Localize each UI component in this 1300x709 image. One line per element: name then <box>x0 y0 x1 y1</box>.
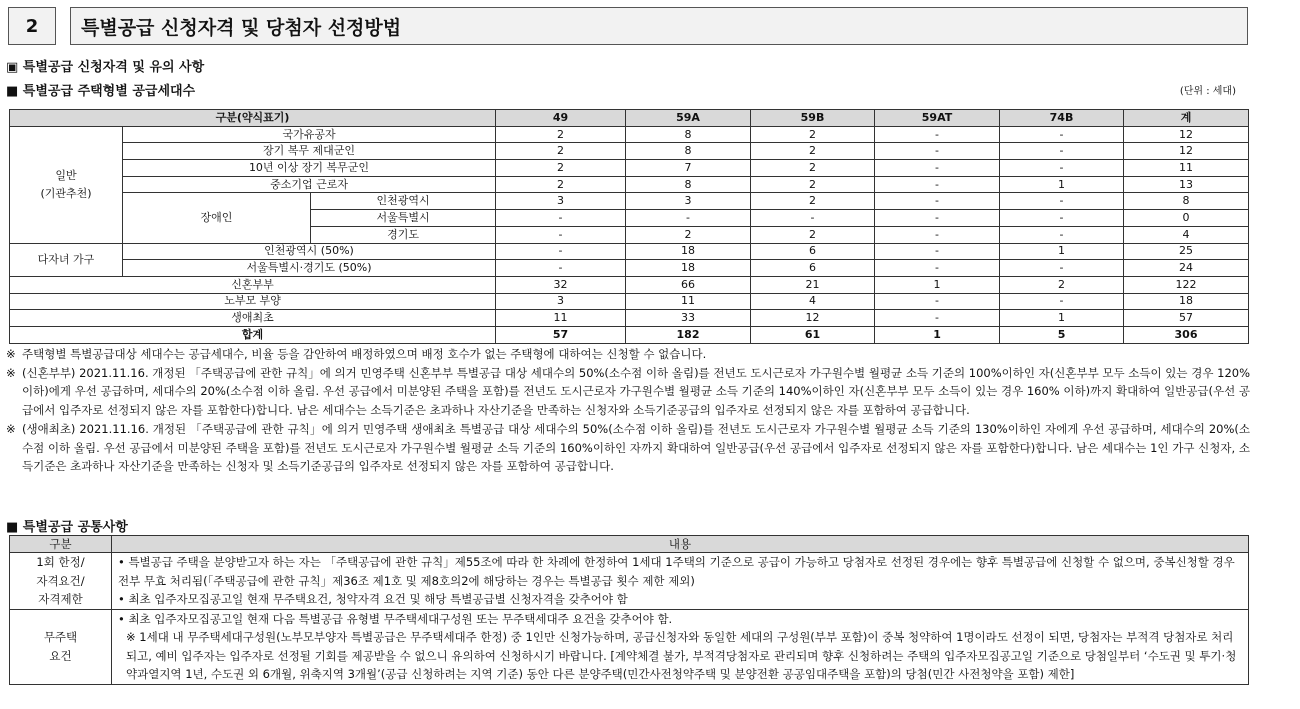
table-row <box>10 160 1249 177</box>
cell-value: 24 <box>1124 260 1249 277</box>
row-label: 신혼부부 <box>10 276 496 293</box>
cell-value: - <box>875 243 1000 260</box>
content-line: • 최초 입주자모집공고일 현재 다음 특별공급 유형별 무주택세대구성원 또는 무주택세대주 요건을 갖추어야 함. <box>118 611 673 626</box>
section-number: 2 <box>8 7 56 45</box>
cell-value: 11 <box>1124 160 1249 177</box>
cell-value: - <box>875 293 1000 310</box>
group-general-cell: 일반 (기관추천) <box>10 126 123 243</box>
table-row <box>10 126 1249 143</box>
group-disabled-cell: 장애인 <box>123 193 311 243</box>
cell-value: 11 <box>626 293 751 310</box>
row-label-text: 1회 한정/ 자격요건/ 자격제한 <box>36 555 85 606</box>
cell-value: 4 <box>1124 226 1249 243</box>
note-mark: ※ <box>6 365 16 380</box>
cell-value: 1 <box>875 326 1000 343</box>
cell-value: 8 <box>1124 193 1249 210</box>
cell-value: - <box>875 160 1000 177</box>
row-label: 서울특별시 <box>311 210 496 227</box>
row-label: 국가유공자 <box>123 126 496 143</box>
row-label-text: 무주택 요건 <box>43 630 78 663</box>
table-row <box>10 243 1249 260</box>
row-label: 인천광역시 (50%) <box>123 243 496 260</box>
cell-value: - <box>496 226 626 243</box>
heading-eligibility: ▣ 특별공급 신청자격 및 유의 사항 <box>6 60 205 75</box>
cell-value: - <box>496 243 626 260</box>
cell-value: 11 <box>496 310 626 327</box>
note-item <box>6 420 1250 476</box>
row-label: 노부모 부양 <box>10 293 496 310</box>
cell-value: 8 <box>626 126 751 143</box>
table-header-row <box>10 536 1249 553</box>
cell-value: 2 <box>751 126 875 143</box>
note-text: 주택형별 특별공급대상 세대수는 공급세대수, 비율 등을 감안하여 배정하였으며 배정 호수가 없는 주택형에 대하여는 신청할 수 없습니다. <box>22 347 707 361</box>
cell-value: - <box>875 143 1000 160</box>
row-label <box>10 609 112 684</box>
cell-value: - <box>875 193 1000 210</box>
cell-value: 1 <box>1000 310 1124 327</box>
row-label: 합계 <box>10 326 496 343</box>
section-header <box>8 7 1248 45</box>
col-header-category: 구분 <box>10 536 112 553</box>
cell-value: 2 <box>496 160 626 177</box>
col-header-74b: 74B <box>1000 110 1124 127</box>
col-header-59b: 59B <box>751 110 875 127</box>
row-label: 10년 이상 장기 복무군인 <box>123 160 496 177</box>
row-content <box>112 553 1249 610</box>
row-label: 장기 복무 제대군인 <box>123 143 496 160</box>
cell-value: 8 <box>626 176 751 193</box>
cell-value: - <box>875 226 1000 243</box>
note-item <box>6 364 1250 420</box>
cell-value: 3 <box>626 193 751 210</box>
cell-value: 1 <box>1000 243 1124 260</box>
cell-value: 61 <box>751 326 875 343</box>
cell-value: - <box>1000 193 1124 210</box>
row-label: 인천광역시 <box>311 193 496 210</box>
cell-value: - <box>751 210 875 227</box>
cell-value: 3 <box>496 193 626 210</box>
table-row <box>10 143 1249 160</box>
row-label <box>10 553 112 610</box>
cell-value: - <box>875 210 1000 227</box>
cell-value: 33 <box>626 310 751 327</box>
cell-value: 2 <box>1000 276 1124 293</box>
cell-value: - <box>875 260 1000 277</box>
cell-value: 182 <box>626 326 751 343</box>
cell-value: 57 <box>496 326 626 343</box>
cell-value: 12 <box>1124 143 1249 160</box>
row-content <box>112 609 1249 684</box>
heading-supply-count: ■ 특별공급 주택형별 공급세대수 <box>6 84 196 99</box>
note-text: (신혼부부) 2021.11.16. 개정된 「주택공급에 관한 규칙」에 의거 민영주택 신혼부부 특별공급 대상 세대수의 50%(소수점 이하 올림)를 전년도 도시근로자 가구원수별 월평균 소득 기준의 100%이하인 자(신혼부부 모두 소득이 있는 경우 120% 이하)에게 우선 공급하며, 세대수의 20%(소수점 이하 올림. 우선 공급에서 미분양된 주택을 포함)를 전년도 도시근로자 가구원수별 월평균 소득 기준의 140%이하인 자(신혼부부 모두 소득이 있는 경우 160% 이하)까지 확대하여 일반공급(우선 공급에서 입주자로 선정되지 않은 자를 포함한다)합니다. 남은 세대수는 소득기준은 초과하나 자산기준을 만족하는 신청자와 소득기준공급의 입주자로 선정되지 않은 자를 포함하여 공급합니다. <box>22 365 1250 418</box>
cell-value: 18 <box>626 243 751 260</box>
cell-value: - <box>1000 210 1124 227</box>
note-mark: ※ <box>6 421 16 436</box>
note-text: (생애최초) 2021.11.16. 개정된 「주택공급에 관한 규칙」에 의거 민영주택 생애최초 특별공급 대상 세대수의 50%(소수점 이하 올림)를 전년도 도시근로자 가구원수별 월평균 소득 기준의 130%이하인 자에게 우선 공급하며, 세대수의 20%(소수점 이하 올림. 우선 공급에서 미분양된 주택을 포함)를 전년도 도시근로자 가구원수별 월평균 소득 기준의 160%이하인 자까지 확대하여 일반공급(우선 공급에서 입주자로 선정되지 않은 자를 포함한다)합니다. 남은 세대수는 1인 가구 신청자, 소득기준은 초과하나 자산기준을 만족하는 신청자 및 소득기준공급의 입주자로 선정되지 않은 자를 포함하여 공급합니다. <box>22 421 1250 474</box>
cell-value: 2 <box>751 226 875 243</box>
cell-value: 306 <box>1124 326 1249 343</box>
cell-value: 18 <box>1124 293 1249 310</box>
cell-value: 5 <box>1000 326 1124 343</box>
cell-value: 12 <box>1124 126 1249 143</box>
cell-value: 2 <box>751 160 875 177</box>
heading-common: ■ 특별공급 공통사항 <box>6 520 128 535</box>
table-row <box>10 553 1249 610</box>
cell-value: - <box>1000 126 1124 143</box>
group-multichild-cell: 다자녀 가구 <box>10 243 123 276</box>
col-header-total: 계 <box>1124 110 1249 127</box>
notes <box>6 345 1250 476</box>
unit-label: (단위 : 세대) <box>1179 86 1236 97</box>
cell-value: 2 <box>496 126 626 143</box>
cell-value: 32 <box>496 276 626 293</box>
cell-value: 2 <box>751 193 875 210</box>
col-header-59a: 59A <box>626 110 751 127</box>
content-line: • 특별공급 주택을 분양받고자 하는 자는 「주택공급에 관한 규칙」제55조에 따라 한 차례에 한정하여 1세대 1주택의 기준으로 공급이 가능하고 당첨자로 선정된 경우에는 향후 특별공급에 신청할 수 없으며, 중복신청할 경우 전부 무효 처리됨(「주택공급에 관한 규칙」제36조 제1호 및 제8호의2에 해당하는 경우는 특별공급 횟수 제한 제외) <box>118 555 1235 588</box>
supply-table <box>9 109 1249 344</box>
cell-value: 21 <box>751 276 875 293</box>
cell-value: - <box>1000 160 1124 177</box>
row-label: 중소기업 근로자 <box>123 176 496 193</box>
common-table <box>9 535 1249 685</box>
cell-value: - <box>1000 260 1124 277</box>
col-header-59at: 59AT <box>875 110 1000 127</box>
table-header-row <box>10 110 1249 127</box>
cell-value: - <box>875 310 1000 327</box>
cell-value: 4 <box>751 293 875 310</box>
content-line: ※ 1세대 내 무주택세대구성원(노부모부양자 특별공급은 무주택세대주 한정) 중 1인만 신청가능하며, 공급신청자와 동일한 세대의 구성원(부부 포함)이 중복 청약하여 1명이라도 선정이 되면, 당첨자는 부적격 당첨자로 처리되고, 예비 입주자는 입주자로 선정될 기회를 제공받을 수 없으니 유의하여 신청하시기 바랍니다. [계약체결 불가, 부적격당첨자로 관리되며 향후 신청하려는 주택의 입주자모집공고일 기준으로 당첨일부터 ‘수도권 및 투기·청약과열지역 1년, 수도권 외 6개월, 위축지역 3개월’(공급 신청하려는 지역 기준) 동안 다른 분양주택(민간사전청약주택 및 분양전환 공공임대주택을 포함)의 당첨(민간 사전청약을 포함) 제한] <box>126 630 1237 681</box>
row-label: 경기도 <box>311 226 496 243</box>
cell-value: - <box>1000 293 1124 310</box>
table-row <box>10 293 1249 310</box>
cell-value: 66 <box>626 276 751 293</box>
col-header-49: 49 <box>496 110 626 127</box>
cell-value: 2 <box>496 176 626 193</box>
cell-value: 6 <box>751 243 875 260</box>
cell-value: 0 <box>1124 210 1249 227</box>
table-row <box>10 276 1249 293</box>
note-mark: ※ <box>6 347 16 361</box>
cell-value: 2 <box>496 143 626 160</box>
table-row <box>10 176 1249 193</box>
cell-value: 3 <box>496 293 626 310</box>
table-row <box>10 326 1249 343</box>
cell-value: - <box>626 210 751 227</box>
section-title: 특별공급 신청자격 및 당첨자 선정방법 <box>70 7 1248 45</box>
cell-value: 6 <box>751 260 875 277</box>
row-label: 생애최초 <box>10 310 496 327</box>
cell-value: 12 <box>751 310 875 327</box>
note-item <box>6 345 1250 364</box>
cell-value: - <box>496 260 626 277</box>
cell-value: 57 <box>1124 310 1249 327</box>
col-header-category: 구분(약식표기) <box>10 110 496 127</box>
content-line: • 최초 입주자모집공고일 현재 무주택요건, 청약자격 요건 및 해당 특별공급별 신청자격을 갖추어야 함 <box>118 592 628 606</box>
cell-value: - <box>875 176 1000 193</box>
cell-value: 13 <box>1124 176 1249 193</box>
row-label: 서울특별시·경기도 (50%) <box>123 260 496 277</box>
table-row <box>10 310 1249 327</box>
cell-value: 25 <box>1124 243 1249 260</box>
cell-value: - <box>1000 143 1124 160</box>
cell-value: - <box>875 126 1000 143</box>
cell-value: 2 <box>751 176 875 193</box>
cell-value: 1 <box>1000 176 1124 193</box>
cell-value: 18 <box>626 260 751 277</box>
cell-value: 2 <box>751 143 875 160</box>
cell-value: 2 <box>626 226 751 243</box>
cell-value: 7 <box>626 160 751 177</box>
cell-value: 8 <box>626 143 751 160</box>
table-row <box>10 260 1249 277</box>
col-header-content: 내용 <box>112 536 1249 553</box>
cell-value: - <box>1000 226 1124 243</box>
cell-value: - <box>496 210 626 227</box>
table-row <box>10 609 1249 684</box>
cell-value: 122 <box>1124 276 1249 293</box>
table-row <box>10 193 1249 210</box>
cell-value: 1 <box>875 276 1000 293</box>
